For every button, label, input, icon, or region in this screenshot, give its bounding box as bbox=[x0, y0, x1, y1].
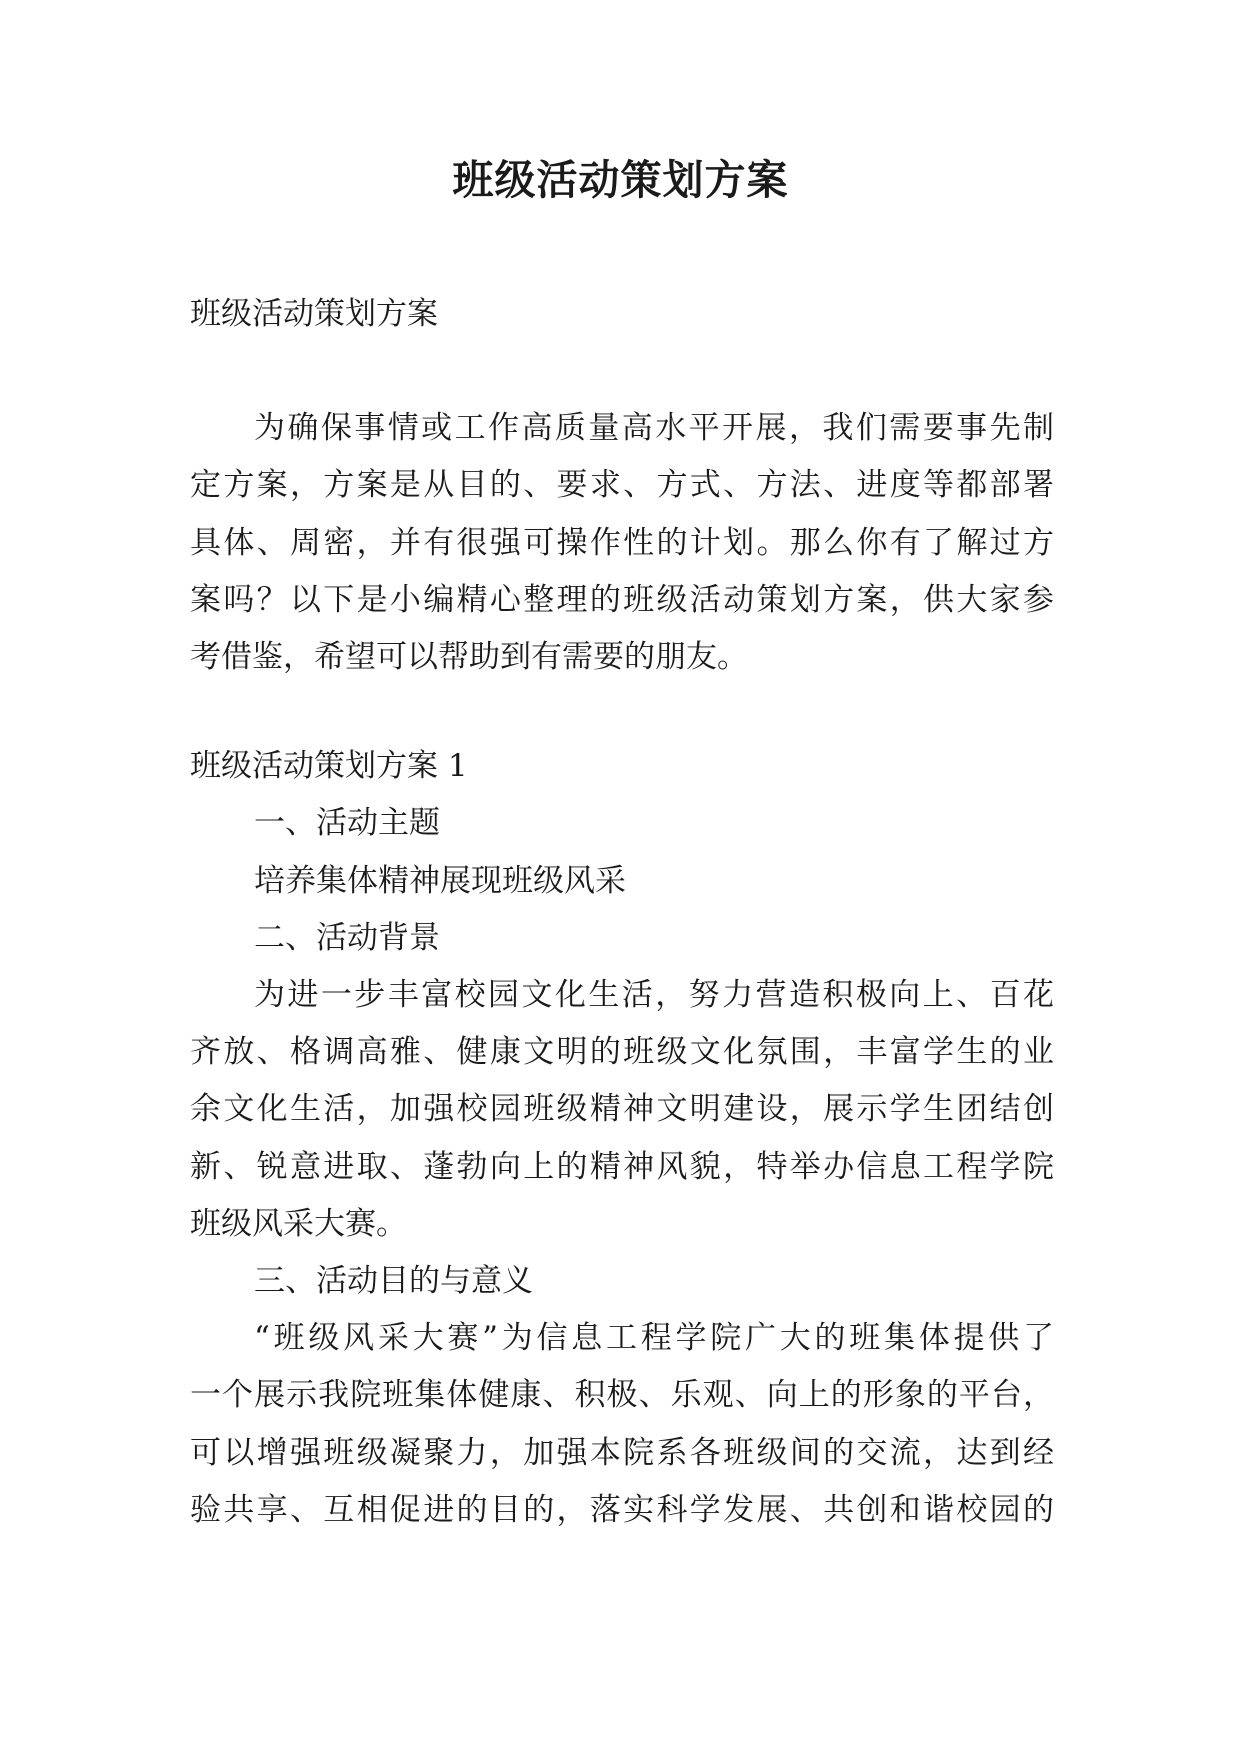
paragraph-line: 考借鉴，希望可以帮助到有需要的朋友。 bbox=[190, 639, 748, 676]
paragraph-line: 为进一步丰富校园文化生活，努力营造积极向上、百花 bbox=[254, 977, 1054, 1014]
paragraph-line: 可以增强班级凝聚力，加强本院系各班级间的交流，达到经 bbox=[190, 1434, 1054, 1471]
paragraph-spacer bbox=[190, 343, 1054, 400]
paragraph-line: 余文化生活，加强校园班级精神文明建设，展示学生团结创 bbox=[190, 1091, 1054, 1128]
paragraph-line: 新、锐意进取、蓬勃向上的精神风貌，特举办信息工程学院 bbox=[190, 1148, 1054, 1185]
heading-theme: 一、活动主题 bbox=[254, 805, 440, 842]
document-subtitle: 班级活动策划方案 bbox=[190, 296, 438, 332]
heading-purpose: 三、活动目的与意义 bbox=[254, 1263, 533, 1300]
purpose-paragraph bbox=[190, 1310, 1054, 1539]
heading-background: 二、活动背景 bbox=[254, 919, 440, 956]
theme-text: 培养集体精神展现班级风采 bbox=[254, 862, 626, 899]
document-body bbox=[190, 286, 1054, 1539]
paragraph-line: 班级风采大赛。 bbox=[190, 1205, 407, 1242]
paragraph-line: 定方案，方案是从目的、要求、方式、方法、进度等都部署 bbox=[190, 467, 1054, 504]
paragraph-line: 齐放、格调高雅、健康文明的班级文化氛围，丰富学生的业 bbox=[190, 1034, 1054, 1071]
background-paragraph bbox=[190, 967, 1054, 1253]
document-title: 班级活动策划方案 bbox=[452, 156, 789, 204]
paragraph-line: 案吗？以下是小编精心整理的班级活动策划方案，供大家参 bbox=[190, 581, 1054, 618]
paragraph-spacer bbox=[190, 686, 1054, 738]
section-title: 班级活动策划方案 1 bbox=[190, 748, 468, 785]
intro-paragraph bbox=[190, 400, 1054, 686]
paragraph-line: 验共享、互相促进的目的，落实科学发展、共创和谐校园的 bbox=[190, 1491, 1054, 1528]
paragraph-line: 一个展示我院班集体健康、积极、乐观、向上的形象的平台， bbox=[190, 1377, 1054, 1414]
paragraph-line: “班级风采大赛”为信息工程学院广大的班集体提供了 bbox=[254, 1320, 1054, 1357]
paragraph-line: 具体、周密，并有很强可操作性的计划。那么你有了解过方 bbox=[190, 524, 1054, 561]
paragraph-line: 为确保事情或工作高质量高水平开展，我们需要事先制 bbox=[254, 410, 1054, 447]
